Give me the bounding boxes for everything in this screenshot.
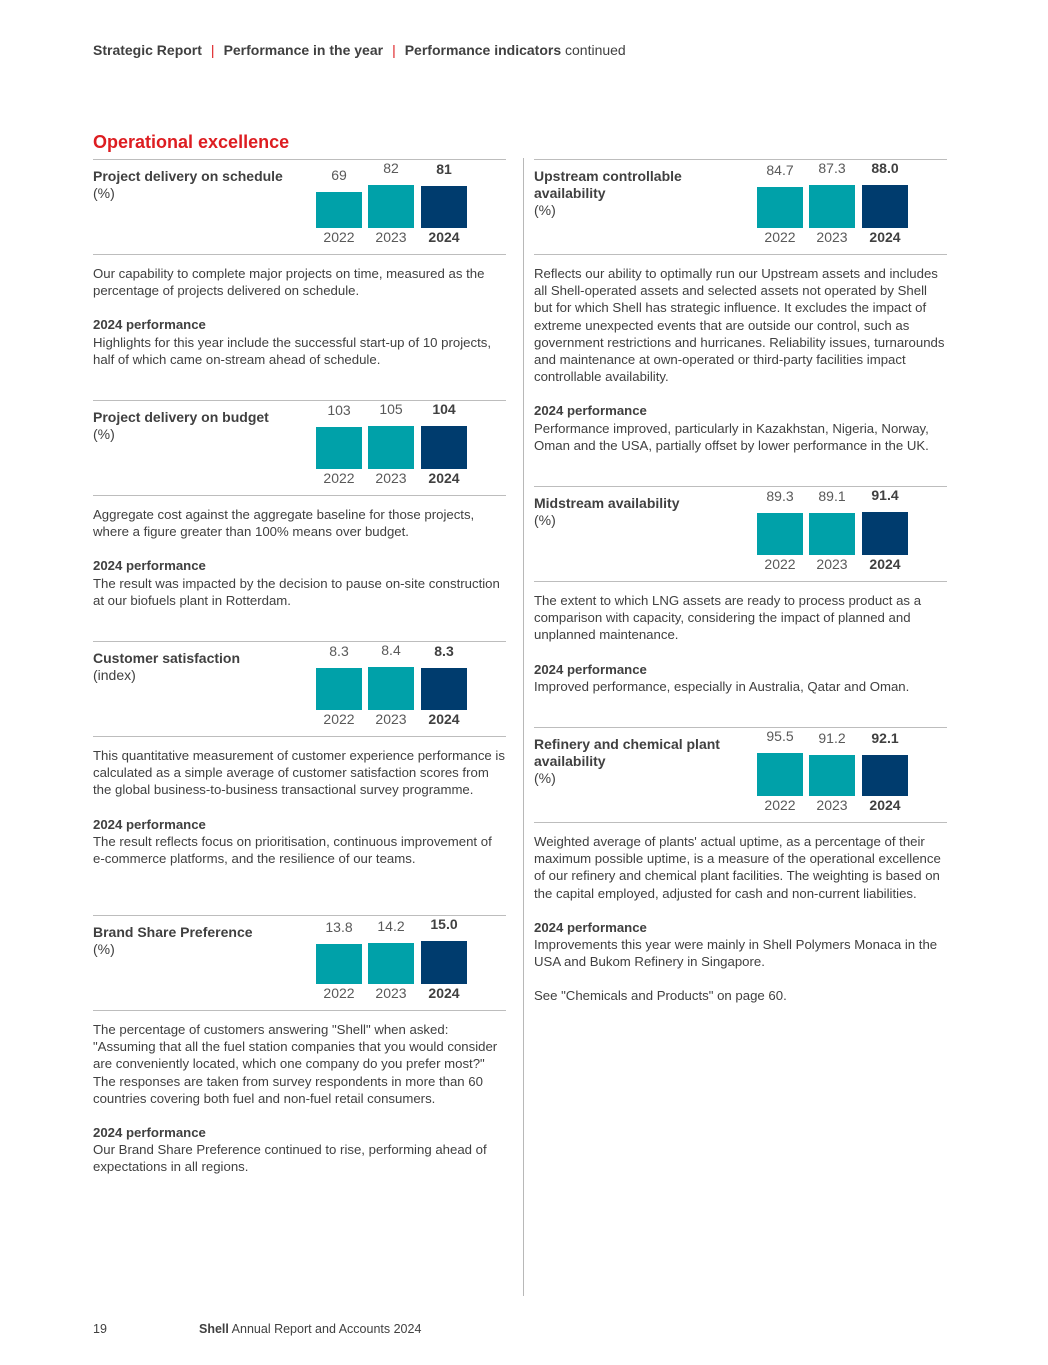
chart-bar	[862, 755, 908, 796]
kpi-description: This quantitative measurement of customer experience performance is calculated as a simple average of customer satisfaction scores from the global business-to-business transactional survey programme.	[93, 748, 505, 798]
kpi-title	[93, 409, 293, 443]
chart-bar	[809, 513, 855, 555]
kpi-title-text: Project delivery on budget	[93, 409, 269, 425]
chart-bar	[809, 185, 855, 228]
data-label: 103	[327, 402, 351, 418]
chart-bar	[809, 755, 855, 796]
kpi-header	[93, 642, 506, 737]
data-label: 14.2	[377, 918, 405, 934]
cross-reference-link[interactable]: See "Chemicals and Products" on page 60.	[534, 988, 787, 1004]
chart-bar	[316, 192, 362, 228]
data-label: 88.0	[871, 160, 899, 176]
performance-heading: 2024 performance	[93, 1125, 206, 1141]
chart-bar	[862, 185, 908, 228]
kpi-title-text: Customer satisfaction	[93, 650, 241, 666]
kpi-block	[534, 486, 947, 695]
year-label: 2022	[764, 797, 796, 813]
kpi-title-text: Brand Share Preference	[93, 924, 253, 940]
kpi-bar-chart	[316, 401, 471, 495]
performance-text: Improvements this year were mainly in Shell Polymers Monaca in the USA and Bukom Refinery in Singapore.	[534, 937, 938, 970]
kpi-description: Weighted average of plants' actual uptime, as a percentage of their maximum possible uptime, is a measure of the operational excellence of our refinery and chemical plant facilities. The weighting is based on the capital employed, adjusted for cash and non-current liabilities.	[534, 834, 941, 901]
kpi-body	[93, 506, 506, 609]
kpi-title	[93, 168, 293, 202]
chart-bar	[757, 753, 803, 796]
chart-bar	[368, 426, 414, 469]
year-label: 2022	[323, 229, 355, 245]
kpi-header	[534, 728, 947, 823]
data-label: 87.3	[818, 160, 846, 176]
kpi-bar-chart	[757, 487, 912, 581]
chart-bar	[421, 941, 467, 984]
kpi-description: Our capability to complete major projects on time, measured as the percentage of projects delivered on schedule.	[93, 266, 485, 299]
section-title: Operational excellence	[93, 132, 290, 152]
year-label: 2023	[816, 797, 848, 813]
breadcrumb-item[interactable]: Performance in the year	[223, 42, 384, 58]
year-label: 2023	[375, 470, 407, 486]
kpi-title	[534, 495, 734, 529]
kpi-header	[93, 401, 506, 496]
breadcrumb-item[interactable]: Performance indicators	[404, 42, 562, 58]
performance-text: The result reflects focus on prioritisation, continuous improvement of e-commerce platforms, and the resilience of our teams.	[93, 833, 492, 867]
kpi-body	[93, 265, 506, 368]
kpi-block	[93, 400, 506, 609]
performance-heading: 2024 performance	[93, 317, 206, 333]
year-label: 2022	[764, 556, 796, 572]
kpi-unit: (%)	[534, 770, 556, 786]
data-label: 13.8	[325, 919, 353, 935]
data-label: 91.2	[818, 730, 846, 746]
breadcrumb-separator: |	[210, 42, 215, 58]
performance-heading: 2024 performance	[93, 816, 206, 832]
chart-bar	[316, 427, 362, 469]
data-label: 104	[432, 401, 456, 417]
year-label: 2022	[323, 711, 355, 727]
kpi-title	[534, 168, 734, 219]
kpi-unit: (%)	[534, 512, 556, 528]
kpi-unit: (%)	[93, 941, 115, 957]
year-label: 2023	[375, 985, 407, 1001]
footer-doc-name: Annual Report and Accounts 2024	[231, 1322, 422, 1336]
kpi-body	[534, 592, 947, 695]
kpi-title-text: Upstream controllable availability	[534, 168, 682, 201]
data-label: 92.1	[871, 730, 899, 746]
chart-bar	[421, 426, 467, 469]
data-label: 82	[383, 160, 399, 176]
kpi-title	[534, 736, 734, 787]
kpi-bar-chart	[316, 642, 471, 736]
data-label: 8.3	[434, 643, 454, 659]
kpi-title-text: Midstream availability	[534, 495, 680, 511]
data-label: 89.3	[766, 488, 794, 504]
kpi-unit: (index)	[93, 667, 136, 683]
year-label: 2024	[869, 797, 901, 813]
year-label: 2024	[428, 985, 460, 1001]
column-divider	[523, 158, 524, 1296]
data-label: 69	[331, 167, 347, 183]
kpi-body	[534, 833, 947, 1005]
kpi-header	[93, 916, 506, 1011]
kpi-block	[93, 159, 506, 368]
performance-heading: 2024 performance	[534, 661, 647, 677]
kpi-title	[93, 924, 293, 958]
year-label: 2024	[869, 229, 901, 245]
performance-text: Our Brand Share Preference continued to rise, performing ahead of expectations in all regions.	[93, 1142, 487, 1175]
chart-bar	[421, 186, 467, 228]
kpi-description: Aggregate cost against the aggregate baseline for those projects, where a figure greater than 100% means over budget.	[93, 507, 475, 540]
data-label: 105	[379, 401, 403, 417]
data-label: 95.5	[766, 728, 794, 744]
kpi-bar-chart	[757, 728, 912, 822]
chart-bar	[368, 943, 414, 984]
data-label: 84.7	[766, 162, 794, 178]
year-label: 2023	[816, 229, 848, 245]
breadcrumb-item[interactable]: Strategic Report	[93, 42, 202, 58]
chart-bar	[316, 944, 362, 984]
chart-bar	[421, 668, 467, 710]
performance-text: Performance improved, particularly in Kazakhstan, Nigeria, Norway, Oman and the USA, partially offset by lower performance in the UK.	[534, 420, 929, 453]
year-label: 2022	[323, 985, 355, 1001]
performance-text: Improved performance, especially in Australia, Qatar and Oman.	[534, 678, 910, 694]
chart-bar	[368, 185, 414, 228]
year-label: 2023	[375, 711, 407, 727]
kpi-body	[93, 1021, 506, 1176]
year-label: 2024	[428, 229, 460, 245]
breadcrumb-separator: |	[392, 42, 396, 58]
kpi-block	[534, 727, 947, 1005]
performance-heading: 2024 performance	[93, 558, 206, 574]
kpi-title-text: Project delivery on schedule	[93, 168, 283, 184]
data-label: 89.1	[818, 488, 846, 504]
performance-heading: 2024 performance	[534, 919, 647, 935]
kpi-unit: (%)	[93, 426, 115, 442]
year-label: 2023	[816, 556, 848, 572]
kpi-title	[93, 650, 293, 684]
page-number: 19	[93, 1322, 107, 1336]
year-label: 2022	[764, 229, 796, 245]
performance-text: Highlights for this year include the successful start-up of 10 projects, half of which came on-stream ahead of schedule.	[93, 334, 492, 367]
kpi-block	[93, 915, 506, 1176]
year-label: 2024	[428, 470, 460, 486]
year-label: 2024	[428, 711, 460, 727]
year-label: 2022	[323, 470, 355, 486]
kpi-description: The extent to which LNG assets are ready to process product as a comparison with capacity, considering the impact of planned and unplanned maintenance.	[534, 593, 922, 643]
kpi-title-text: Refinery and chemical plant availability	[534, 736, 720, 769]
performance-heading: 2024 performance	[534, 403, 647, 419]
kpi-description: Reflects our ability to optimally run our Upstream assets and includes all Shell-operated assets and selected assets not operated by Shell but for which Shell has strategic influence. It excludes the impact of extreme unexpected events that are outside our control, such as government restrictions and hurricanes. Reliability issues, turnarounds and maintenance at own-operated or third-party facilities impact controllable availability.	[534, 266, 945, 385]
footer-doc-title	[199, 1322, 421, 1336]
data-label: 8.4	[381, 642, 401, 658]
performance-text: The result was impacted by the decision to pause on-site construction at our biofuels plant in Rotterdam.	[93, 575, 500, 608]
year-label: 2024	[869, 556, 901, 572]
kpi-body	[534, 265, 947, 454]
data-label: 91.4	[871, 487, 899, 503]
kpi-description: The percentage of customers answering "Shell" when asked: "Assuming that all the fuel station companies that you would consider are conveniently located, which one company do you prefer most?" The responses are taken from survey respondents in more than 60 countries covering both fuel and non-fuel retail consumers.	[93, 1022, 498, 1106]
chart-bar	[757, 187, 803, 228]
chart-bar	[316, 668, 362, 710]
kpi-header	[534, 487, 947, 582]
footer-brand: Shell	[199, 1322, 229, 1336]
kpi-header	[93, 160, 506, 255]
breadcrumb	[93, 42, 626, 58]
data-label: 81	[436, 161, 452, 177]
kpi-bar-chart	[757, 160, 912, 254]
kpi-bar-chart	[316, 160, 471, 254]
kpi-body	[93, 747, 506, 867]
chart-bar	[757, 513, 803, 555]
kpi-unit: (%)	[93, 185, 115, 201]
kpi-header	[534, 160, 947, 255]
kpi-unit: (%)	[534, 202, 556, 218]
year-label: 2023	[375, 229, 407, 245]
kpi-block	[534, 159, 947, 454]
breadcrumb-suffix: continued	[565, 42, 626, 58]
chart-bar	[862, 512, 908, 555]
chart-bar	[368, 667, 414, 710]
kpi-block	[93, 641, 506, 867]
data-label: 8.3	[329, 643, 349, 659]
data-label: 15.0	[430, 916, 458, 932]
kpi-bar-chart	[316, 916, 471, 1010]
